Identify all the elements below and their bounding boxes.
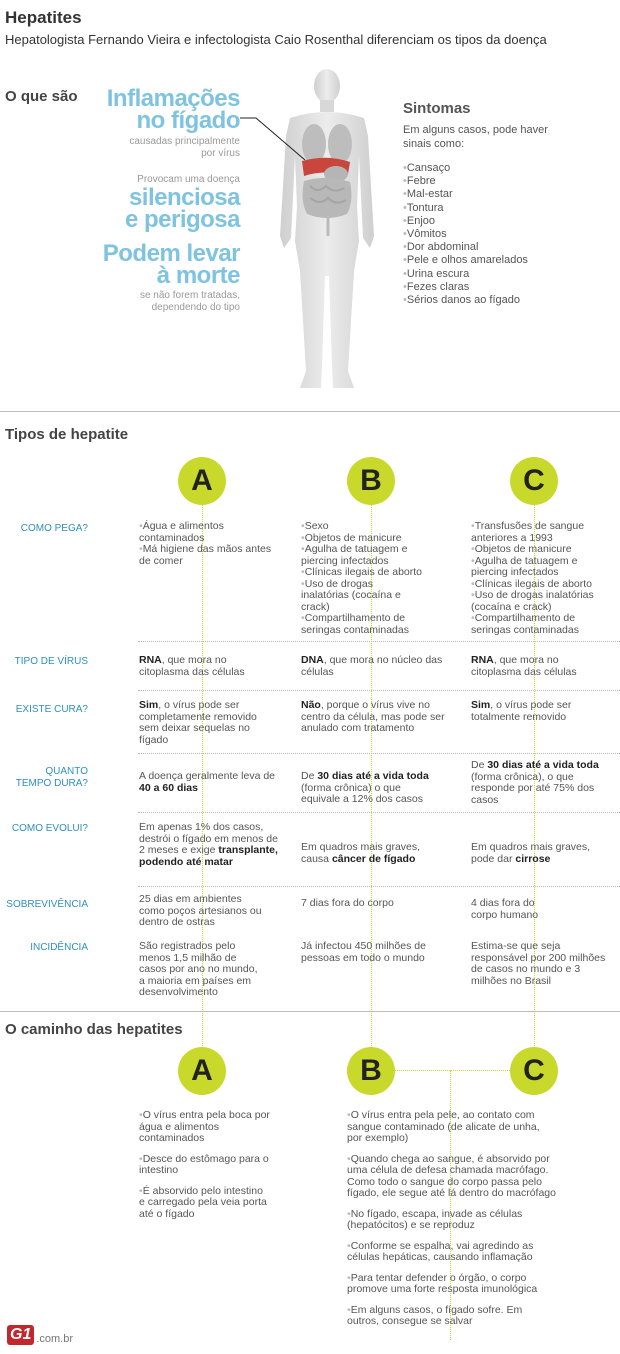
tipo-virus-b: DNA, que mora no núcleo das células <box>301 654 443 678</box>
page-title: Hepatites <box>5 8 82 27</box>
evolui-b: Em quadros mais graves, causa câncer de fígado <box>301 841 421 865</box>
big-text-silenciosa: silenciosa e perigosa <box>124 184 240 234</box>
g1-logo[interactable] <box>7 1325 73 1345</box>
sobrevivencia-a: 25 dias em ambientes como poços artesianos ou dentro de ostras <box>139 893 262 928</box>
list-item: • Em alguns casos, o fígado sofre. Em outros, consegue se salvar <box>347 1305 557 1328</box>
list-item: • Objetos de manicure <box>471 544 613 556</box>
path-a-badge: A <box>178 1047 226 1095</box>
row-divider <box>138 886 620 887</box>
existe-cura-b: Não, porque o vírus vive no centro da célula, mas pode ser anulado com tratamento <box>301 699 445 734</box>
list-item: • Vômitos <box>403 228 528 241</box>
list-item: • Objetos de manicure <box>301 533 423 545</box>
como-pega-a <box>139 521 279 567</box>
liver-leader-line <box>240 112 320 167</box>
list-item: • Clínicas ilegais de aborto <box>301 567 423 579</box>
list-item: • Pele e olhos amarelados <box>403 254 528 267</box>
list-item: • O vírus entra pela boca por água e alimentos contaminados <box>139 1110 271 1145</box>
section-heading-caminho: O caminho das hepatites <box>5 1021 183 1038</box>
list-item: • Agulha de tatuagem e piercing infectados <box>301 544 423 567</box>
g1-logo-mark: G1 <box>7 1325 34 1345</box>
sintomas-intro: Em alguns casos, pode haver sinais como: <box>403 124 548 150</box>
definition-block <box>90 85 240 314</box>
row-label-incidencia: INCIDÊNCIA <box>30 942 88 953</box>
list-item: • Febre <box>403 175 528 188</box>
list-item: • Dor abdominal <box>403 241 528 254</box>
path-b-badge: B <box>347 1047 395 1095</box>
row-label-tempo: QUANTO TEMPO DURA? <box>15 766 88 789</box>
list-item: • Tontura <box>403 202 528 215</box>
list-item: • Água e alimentos contaminados <box>139 521 279 544</box>
sintomas-heading: Sintomas <box>403 100 471 117</box>
row-label-sobrevivencia: SOBREVIVÊNCIA <box>6 899 88 910</box>
caminho-a-steps <box>139 1110 271 1229</box>
list-item: • Uso de drogas inalatórias (cocaína e crack) <box>471 590 613 613</box>
tempo-b: De 30 dias até a vida toda (forma crônica) o que equivale a 12% dos casos <box>301 770 429 805</box>
tipo-virus-a: RNA, que mora no citoplasma das células <box>139 654 245 678</box>
sobrevivencia-b: 7 dias fora do corpo <box>301 897 394 909</box>
type-b-badge: B <box>347 457 395 505</box>
evolui-a: Em apenas 1% dos casos, destrói o fígado em menos de 2 meses e exige transplante, podendo até matar <box>139 821 278 868</box>
row-label-como-evolui: COMO EVOLUI? <box>11 823 88 834</box>
small-text-se-nao: se não forem tratadas, dependendo do tipo <box>139 290 240 314</box>
list-item: • Uso de drogas inalatórias (cocaína e crack) <box>301 579 423 614</box>
incidencia-b: Já infectou 450 milhões de pessoas em todo o mundo <box>301 940 426 964</box>
list-item: • Sérios danos ao fígado <box>403 294 528 307</box>
row-divider <box>138 812 620 813</box>
sobrevivencia-c: 4 dias fora do corpo humano <box>471 897 539 921</box>
list-item: • É absorvido pelo intestino e carregado pela veia porta até o fígado <box>139 1186 271 1221</box>
row-divider <box>138 641 620 642</box>
small-text-provocam: Provocam uma doença <box>137 174 240 186</box>
big-text-inflamacoes: Inflamações no fígado <box>106 85 240 135</box>
list-item: • Transfusões de sangue anteriores a 1993 <box>471 521 613 544</box>
list-item: • Para tentar defender o órgão, o corpo promove uma forte resposta imunológica <box>347 1273 557 1296</box>
row-divider <box>138 753 620 754</box>
list-item: • Agulha de tatuagem e piercing infectados <box>471 556 613 579</box>
como-pega-b <box>301 521 423 636</box>
row-label-existe-cura: EXISTE CURA? <box>15 704 88 715</box>
incidencia-a: São registrados pelo menos 1,5 milhão de casos por ano no mundo, a maioria em países em desenvolvimento <box>139 940 258 998</box>
list-item: • Compartilhamento de seringas contaminadas <box>471 613 613 636</box>
tempo-c: De 30 dias até a vida toda (forma crônica), o que responde por até 75% dos casos <box>471 759 599 806</box>
divider <box>0 1011 620 1012</box>
type-c-badge: C <box>510 457 558 505</box>
list-item: • Compartilhamento de seringas contaminadas <box>301 613 423 636</box>
list-item: • Mal-estar <box>403 188 528 201</box>
page-subtitle: Hepatologista Fernando Vieira e infectologista Caio Rosenthal diferenciam os tipos da doença <box>5 32 547 47</box>
sintomas-list <box>403 162 528 307</box>
list-item: • Urina escura <box>403 268 528 281</box>
list-item: • Conforme se espalha, vai agredindo as células hepáticas, causando inflamação <box>347 1241 557 1264</box>
list-item: • Sexo <box>301 521 423 533</box>
list-item: • Desce do estômago para o intestino <box>139 1154 271 1177</box>
list-item: • Clínicas ilegais de aborto <box>471 579 613 591</box>
tipo-virus-c: RNA, que mora no citoplasma das células <box>471 654 577 678</box>
list-item: • Cansaço <box>403 162 528 175</box>
list-item: • Fezes claras <box>403 281 528 294</box>
small-text-causadas: causadas principalmente por vírus <box>129 136 240 160</box>
connector-b-c <box>395 1070 510 1071</box>
existe-cura-c: Sim, o vírus pode ser totalmente removido <box>471 699 572 723</box>
existe-cura-a: Sim, o vírus pode ser completamente removido sem deixar sequelas no fígado <box>139 699 257 746</box>
row-divider <box>138 690 620 691</box>
divider <box>0 411 620 412</box>
caminho-bc-steps <box>347 1110 557 1337</box>
type-a-badge: A <box>178 457 226 505</box>
row-label-tipo-virus: TIPO DE VÍRUS <box>14 656 88 667</box>
tempo-a: A doença geralmente leva de 40 a 60 dias <box>139 770 276 794</box>
big-text-podem-levar: Podem levar à morte <box>102 240 240 290</box>
section-heading-o-que-sao: O que são <box>5 88 78 105</box>
list-item: • O vírus entra pela pele, ao contato com sangue contaminado (de alicate de unha, por exemplo) <box>347 1110 557 1145</box>
list-item: • Quando chega ao sangue, é absorvido por uma célula de defesa chamada macrófago. Como todo o sangue do corpo passa pelo fígado, ele segue até lá dentro do macrófago <box>347 1154 557 1200</box>
incidencia-c: Estima-se que seja responsável por 200 milhões de casos no mundo e 3 milhões no Brasil <box>471 940 606 987</box>
list-item: • No fígado, escapa, invade as células (hepatócitos) e se reproduz <box>347 1209 557 1232</box>
como-pega-c <box>471 521 613 636</box>
section-heading-tipos: Tipos de hepatite <box>5 426 129 443</box>
list-item: • Má higiene das mãos antes de comer <box>139 544 279 567</box>
row-label-como-pega: COMO PEGA? <box>20 523 88 534</box>
path-c-badge: C <box>510 1047 558 1095</box>
g1-logo-domain: .com.br <box>36 1333 74 1345</box>
list-item: • Enjoo <box>403 215 528 228</box>
evolui-c: Em quadros mais graves, pode dar cirrose <box>471 841 591 865</box>
